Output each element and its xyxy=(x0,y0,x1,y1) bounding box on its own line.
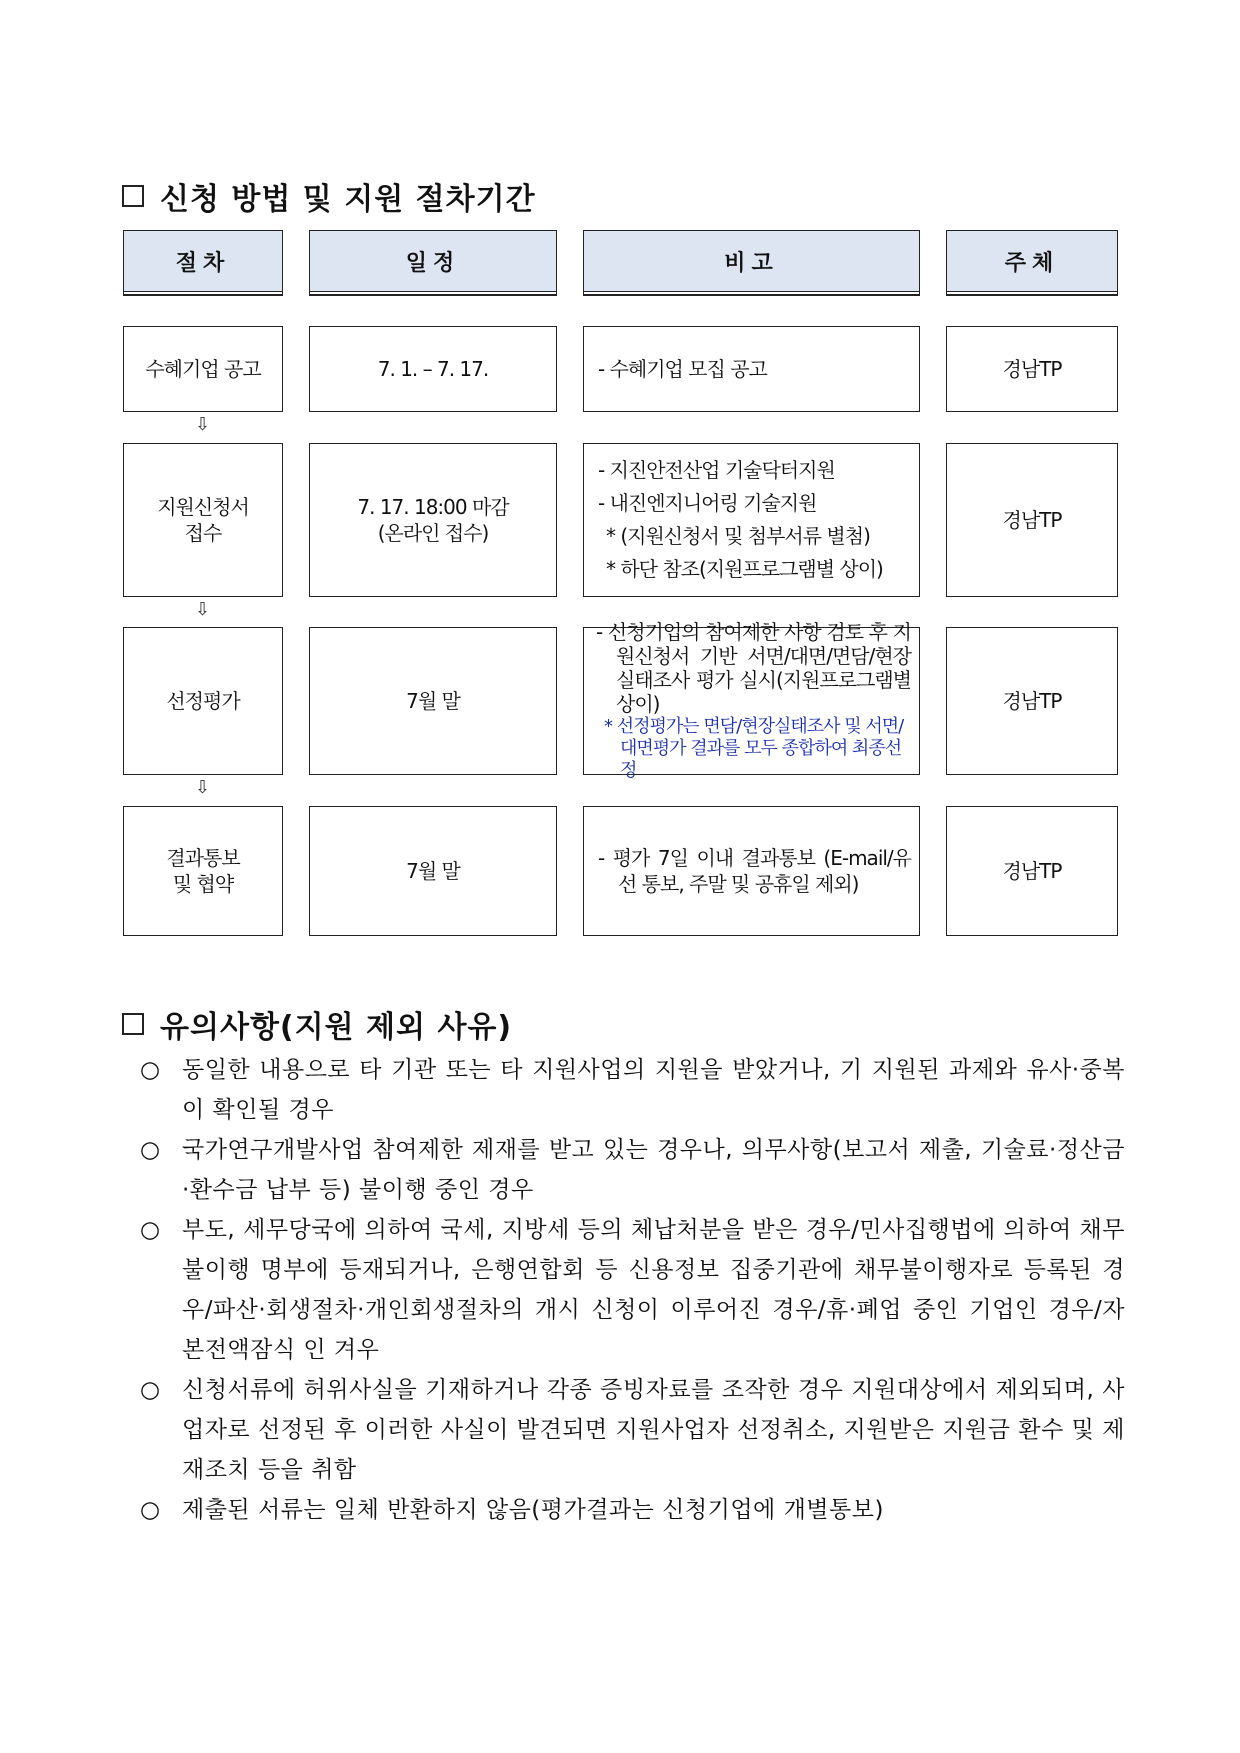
header-notes: 비고 xyxy=(583,230,920,292)
section-title-text: 신청 방법 및 지원 절차기간 xyxy=(160,182,536,217)
note-line: - 수혜기업 모집 공고 xyxy=(598,357,767,381)
circle-bullet-icon: ○ xyxy=(140,1217,161,1243)
step-cell xyxy=(123,443,283,597)
schedule-cell: 7월 말 xyxy=(309,806,557,936)
circle-bullet-icon: ○ xyxy=(140,1057,161,1083)
note-line: - 신청기업의 참여제한 사항 검토 후 지원신청서 기반 서면/대면/면담/현장실태조사 평가 실시(지원프로그램별 상이) xyxy=(596,620,911,716)
schedule-cell: 7. 1. – 7. 17. xyxy=(309,326,557,412)
note-blue-line: * 선정평가는 면담/현장실태조사 및 서면/대면평가 결과를 모두 종합하여 최종선정 xyxy=(604,716,904,781)
list-item-text: 신청서류에 허위사실을 기재하거나 각종 증빙자료를 조작한 경우 지원대상에서 제외되며, 사업자로 선정된 후 이러한 사실이 발견되면 지원사업자 선정취소, 지원받은 지원금 환수 및 제재조치 등을 취함 xyxy=(182,1377,1125,1483)
schedule-line: 7. 17. 18:00 마감 xyxy=(357,495,509,519)
step-cell xyxy=(123,806,283,936)
list-item xyxy=(140,1130,1125,1210)
notes-cell xyxy=(583,620,920,781)
schedule-cell: 7월 말 xyxy=(309,627,557,775)
down-arrow-icon: ⇩ xyxy=(195,414,211,435)
owner-cell: 경남TP xyxy=(946,627,1118,775)
section-title-notice xyxy=(122,1002,512,1046)
step-line: 및 협약 xyxy=(172,872,234,896)
list-item-text: 동일한 내용으로 타 기관 또는 타 지원사업의 지원을 받았거나, 기 지원된 과제와 유사·중복이 확인될 경우 xyxy=(182,1057,1125,1123)
section-title-text: 유의사항(지원 제외 사유) xyxy=(160,1010,513,1045)
notice-list xyxy=(140,1050,1125,1530)
step-cell: 수혜기업 공고 xyxy=(123,326,283,412)
schedule-cell xyxy=(309,443,557,597)
circle-bullet-icon: ○ xyxy=(140,1137,161,1163)
down-arrow-icon: ⇩ xyxy=(195,777,211,798)
owner-cell: 경남TP xyxy=(946,806,1118,936)
owner-cell: 경남TP xyxy=(946,443,1118,597)
notes-cell xyxy=(583,326,920,412)
note-line: - 내진엔지니어링 기술지원 xyxy=(598,491,817,515)
circle-bullet-icon: ○ xyxy=(140,1377,161,1403)
checkbox-square-icon xyxy=(122,185,144,207)
list-item xyxy=(140,1210,1125,1370)
notes-cell xyxy=(583,806,920,936)
owner-cell: 경남TP xyxy=(946,326,1118,412)
checkbox-square-icon xyxy=(122,1013,144,1035)
step-line: 결과통보 xyxy=(166,846,240,870)
schedule-line: (온라인 접수) xyxy=(377,521,489,545)
step-line: 지원신청서 xyxy=(157,495,249,519)
note-line: - 평가 7일 이내 결과통보 (E-mail/유선 통보, 주말 및 공휴일 제외) xyxy=(598,846,911,896)
list-item-text: 국가연구개발사업 참여제한 제재를 받고 있는 경우나, 의무사항(보고서 제출, 기술료·정산금·환수금 납부 등) 불이행 중인 경우 xyxy=(182,1137,1125,1203)
circle-bullet-icon: ○ xyxy=(140,1497,161,1523)
note-sub-line: * 하단 참조(지원프로그램별 상이) xyxy=(606,557,883,581)
list-item xyxy=(140,1050,1125,1130)
down-arrow-icon: ⇩ xyxy=(195,599,211,620)
note-line: - 지진안전산업 기술닥터지원 xyxy=(598,458,835,482)
step-line: 접수 xyxy=(184,521,222,545)
header-schedule: 일정 xyxy=(309,230,557,292)
list-item-text: 제출된 서류는 일체 반환하지 않음(평가결과는 신청기업에 개별통보) xyxy=(182,1497,884,1523)
step-cell: 선정평가 xyxy=(123,627,283,775)
header-step: 절차 xyxy=(123,230,283,292)
notes-cell xyxy=(583,443,920,597)
list-item xyxy=(140,1370,1125,1490)
list-item xyxy=(140,1490,1125,1530)
list-item-text: 부도, 세무당국에 의하여 국세, 지방세 등의 체납처분을 받은 경우/민사집행법에 의하여 채무불이행 명부에 등재되거나, 은행연합회 등 신용정보 집중기관에 채무불이행자로 등록된 경우/파산·회생절차·개인회생절차의 개시 신청이 이루어진 경우/휴·폐업 중인 기업인 경우/자본전액잠식 인 겨우 xyxy=(182,1217,1125,1363)
header-owner: 주체 xyxy=(946,230,1118,292)
section-title-procedure xyxy=(122,174,536,218)
note-sub-line: * (지원신청서 및 첨부서류 별첨) xyxy=(606,524,870,548)
